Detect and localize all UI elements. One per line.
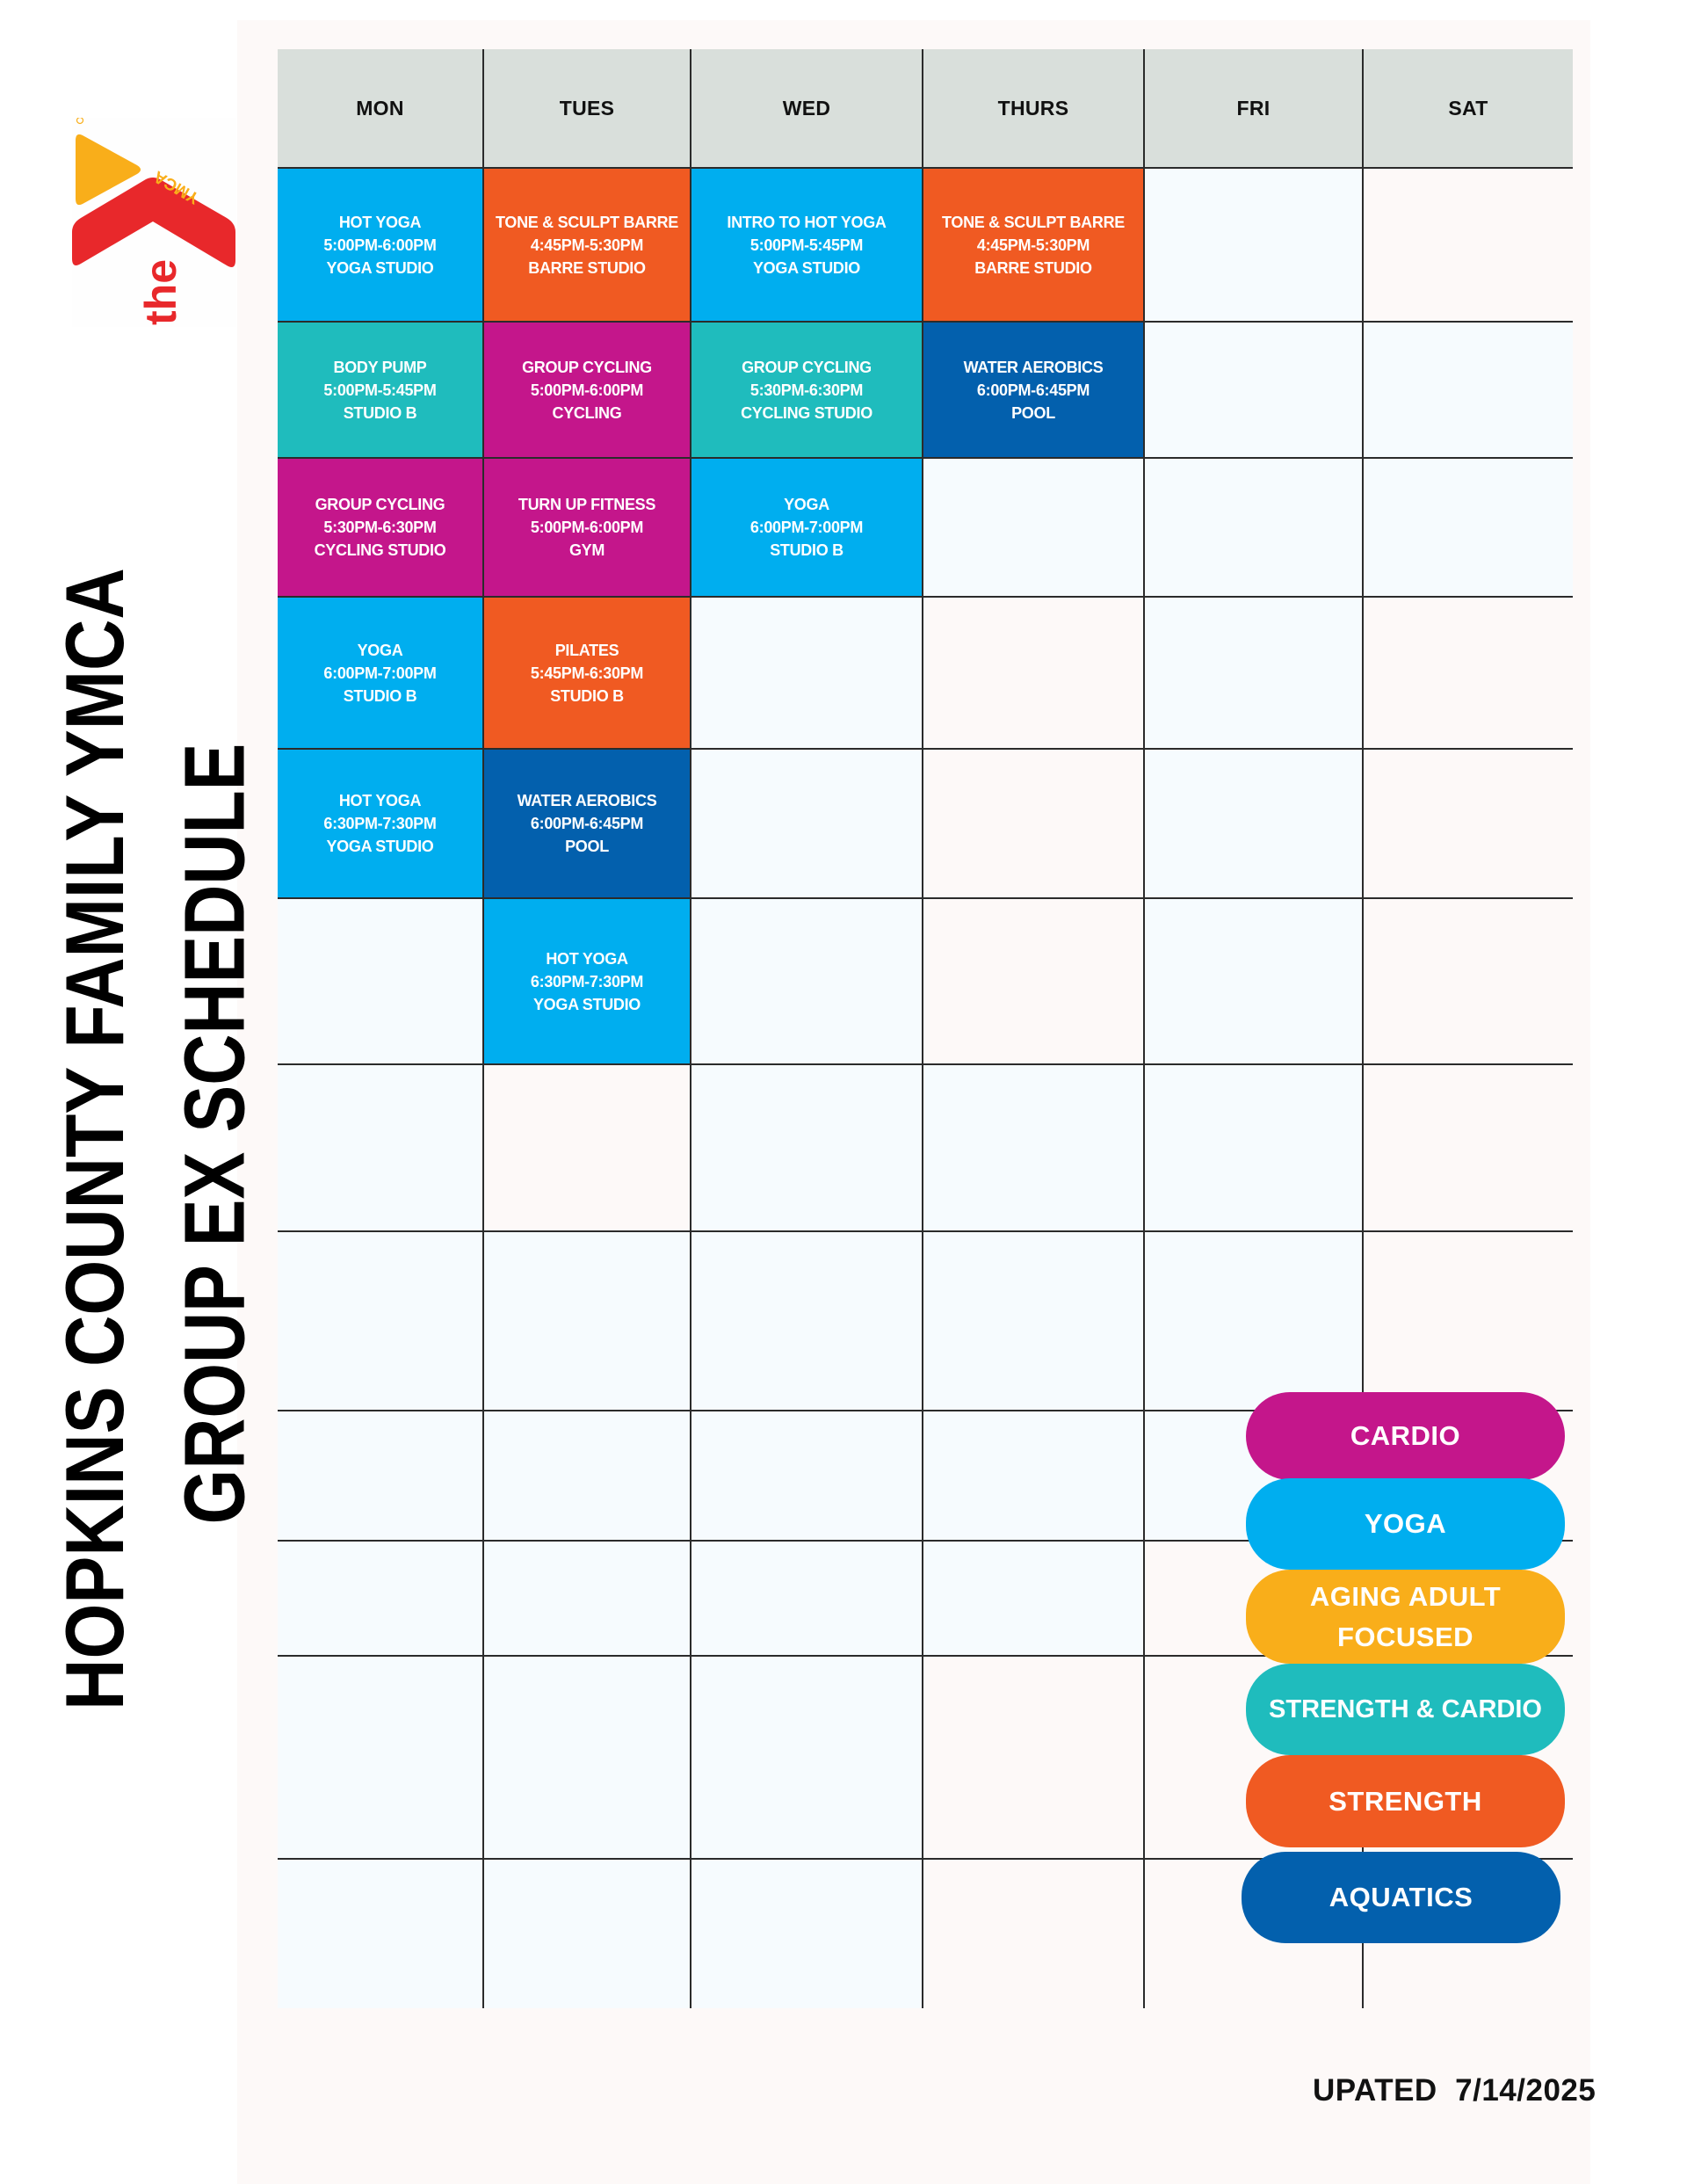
class-time: 6:00PM-7:00PM: [749, 519, 864, 536]
class-details: [323, 211, 436, 279]
class-block: [923, 323, 1145, 459]
logo-ymca-text: YMCA: [150, 166, 203, 207]
ymca-logo-icon: [72, 118, 236, 327]
day-header-fri: [1145, 49, 1364, 169]
day-header-sat: [1364, 49, 1573, 169]
class-name: WATER AEROBICS: [517, 792, 657, 809]
day-header-tues: [484, 49, 691, 169]
class-name: HOT YOGA: [338, 792, 422, 809]
empty-slot: [691, 1232, 923, 1411]
class-location: STUDIO B: [550, 686, 624, 705]
day-header-label: THURS: [997, 96, 1069, 120]
day-header-thurs: [923, 49, 1145, 169]
logo-the-text: the: [136, 259, 185, 325]
empty-slot: [923, 1542, 1145, 1657]
class-details: [518, 493, 655, 562]
class-time: 5:30PM-6:30PM: [749, 381, 864, 399]
empty-slot: [1364, 459, 1573, 598]
class-time: 6:00PM-6:45PM: [976, 381, 1090, 399]
class-location: YOGA STUDIO: [326, 258, 434, 277]
class-block: [484, 750, 691, 899]
class-block: [923, 169, 1145, 323]
legend-aquatics: [1242, 1852, 1560, 1943]
class-details: [518, 789, 657, 858]
legend-cardio-label: CARDIO: [1350, 1420, 1461, 1451]
class-block: [484, 459, 691, 598]
class-name: WATER AEROBICS: [963, 358, 1104, 376]
class-details: [496, 211, 678, 279]
class-time: 4:45PM-5:30PM: [976, 236, 1090, 254]
empty-slot: [1364, 899, 1573, 1065]
class-details: [323, 356, 436, 424]
title-schedule: GROUP EX SCHEDULE: [166, 743, 263, 1525]
class-time: 6:30PM-7:30PM: [530, 972, 644, 990]
empty-slot: [923, 1065, 1145, 1232]
class-time: 6:00PM-6:45PM: [530, 815, 644, 832]
empty-slot: [1364, 598, 1573, 750]
legend-strength-cardio-label: STRENGTH & CARDIO: [1269, 1695, 1542, 1723]
empty-slot: [484, 1232, 691, 1411]
day-header-label: WED: [782, 96, 831, 120]
empty-slot: [278, 1232, 484, 1411]
empty-slot: [691, 899, 923, 1065]
class-details: [964, 356, 1104, 424]
class-time: 5:00PM-6:00PM: [530, 381, 644, 399]
legend-cardio: [1246, 1392, 1565, 1480]
empty-slot: [923, 1232, 1145, 1411]
class-details: [741, 356, 872, 424]
empty-slot: [923, 1411, 1145, 1542]
class-location: GYM: [568, 541, 605, 559]
class-details: [727, 211, 886, 279]
class-time: 5:00PM-6:00PM: [323, 236, 437, 254]
empty-slot: [278, 1065, 484, 1232]
class-name: TONE & SCULPT BARRE: [942, 213, 1125, 231]
class-details: [531, 947, 643, 1016]
class-name: GROUP CYCLING: [522, 358, 652, 376]
class-name: GROUP CYCLING: [315, 496, 445, 513]
legend-strength-label: STRENGTH: [1329, 1785, 1482, 1817]
class-name: GROUP CYCLING: [742, 358, 872, 376]
empty-slot: [1145, 598, 1364, 750]
empty-slot: [691, 750, 923, 899]
class-name: TURN UP FITNESS: [518, 496, 656, 513]
class-block: [691, 323, 923, 459]
updated-stamp: [1313, 2073, 1596, 2108]
class-location: STUDIO B: [770, 541, 844, 559]
class-location: YOGA STUDIO: [326, 838, 434, 855]
day-header-label: TUES: [559, 96, 615, 120]
class-name: PILATES: [554, 641, 619, 659]
class-details: [323, 789, 436, 858]
class-time: 5:30PM-6:30PM: [323, 519, 437, 536]
empty-slot: [278, 1542, 484, 1657]
legend-strength: [1246, 1755, 1565, 1847]
empty-slot: [923, 899, 1145, 1065]
class-name: YOGA: [784, 496, 829, 513]
updated-date: 7/14/2025: [1455, 2073, 1596, 2108]
legend-yoga-label: YOGA: [1364, 1508, 1447, 1539]
class-time: 4:45PM-5:30PM: [530, 236, 644, 254]
empty-slot: [923, 750, 1145, 899]
class-location: CYCLING STUDIO: [741, 403, 872, 422]
class-block: [278, 750, 484, 899]
empty-slot: [1145, 459, 1364, 598]
empty-slot: [691, 1860, 923, 2008]
empty-slot: [691, 1657, 923, 1860]
empty-slot: [923, 1860, 1145, 2008]
empty-slot: [691, 1542, 923, 1657]
class-location: STUDIO B: [343, 686, 417, 705]
empty-slot: [484, 1065, 691, 1232]
legend-aging-label-line1: AGING ADULT: [1309, 1580, 1502, 1612]
empty-slot: [278, 1860, 484, 2008]
class-name: YOGA: [357, 641, 403, 659]
legend-strength-cardio: [1246, 1664, 1565, 1755]
empty-slot: [1145, 899, 1364, 1065]
class-block: [691, 169, 923, 323]
class-details: [522, 356, 652, 424]
ymca-logo: [72, 118, 236, 327]
empty-slot: [691, 598, 923, 750]
empty-slot: [923, 1657, 1145, 1860]
class-location: STUDIO B: [343, 403, 417, 422]
class-location: CYCLING STUDIO: [314, 541, 446, 559]
day-header-wed: [691, 49, 923, 169]
legend-aging-label-line2: FOCUSED: [1336, 1621, 1474, 1652]
empty-slot: [278, 1411, 484, 1542]
day-header-label: SAT: [1448, 96, 1488, 120]
empty-slot: [1145, 750, 1364, 899]
class-name: INTRO TO HOT YOGA: [727, 213, 887, 231]
updated-label: UPATED: [1313, 2073, 1437, 2108]
empty-slot: [1364, 750, 1573, 899]
class-block: [484, 323, 691, 459]
legend-yoga: [1246, 1478, 1565, 1570]
class-details: [531, 639, 643, 707]
class-block: [484, 598, 691, 750]
class-time: 5:00PM-6:00PM: [530, 519, 644, 536]
class-details: [942, 211, 1125, 279]
legend-aging-adult-focused: [1246, 1570, 1565, 1664]
class-details: [315, 493, 446, 562]
empty-slot: [923, 459, 1145, 598]
class-location: BARRE STUDIO: [974, 258, 1092, 277]
empty-slot: [1364, 1232, 1573, 1411]
empty-slot: [691, 1065, 923, 1232]
class-block: [484, 899, 691, 1065]
class-block: [278, 459, 484, 598]
empty-slot: [1145, 169, 1364, 323]
empty-slot: [1145, 1232, 1364, 1411]
empty-slot: [1364, 323, 1573, 459]
empty-slot: [1364, 1065, 1573, 1232]
class-block: [278, 169, 484, 323]
day-header-mon: [278, 49, 484, 169]
class-time: 5:00PM-5:45PM: [749, 236, 864, 254]
class-location: BARRE STUDIO: [528, 258, 646, 277]
empty-slot: [278, 899, 484, 1065]
day-header-label: FRI: [1236, 96, 1271, 120]
class-block: [278, 323, 484, 459]
day-header-label: MON: [356, 96, 404, 120]
empty-slot: [1145, 323, 1364, 459]
class-location: YOGA STUDIO: [752, 258, 861, 277]
class-time: 6:30PM-7:30PM: [323, 815, 437, 832]
class-name: TONE & SCULPT BARRE: [496, 213, 678, 231]
class-location: CYCLING: [552, 403, 622, 422]
empty-slot: [1145, 1065, 1364, 1232]
class-location: POOL: [565, 838, 609, 855]
empty-slot: [923, 598, 1145, 750]
title-organization: HOPKINS COUNTY FAMILY YMCA: [48, 568, 141, 1710]
class-time: 5:00PM-5:45PM: [323, 381, 437, 399]
class-name: BODY PUMP: [333, 358, 427, 376]
empty-slot: [1364, 169, 1573, 323]
class-name: HOT YOGA: [546, 949, 628, 968]
class-name: HOT YOGA: [338, 213, 422, 231]
class-details: [323, 639, 436, 707]
class-location: POOL: [1011, 403, 1055, 422]
class-block: [278, 598, 484, 750]
empty-slot: [484, 1860, 691, 2008]
class-details: [750, 493, 863, 562]
empty-slot: [484, 1657, 691, 1860]
empty-slot: [691, 1411, 923, 1542]
empty-slot: [484, 1542, 691, 1657]
class-time: 6:00PM-7:00PM: [323, 664, 437, 682]
class-location: YOGA STUDIO: [532, 995, 641, 1013]
class-block: [691, 459, 923, 598]
class-time: 5:45PM-6:30PM: [530, 664, 644, 682]
legend-aquatics-label: AQUATICS: [1329, 1882, 1473, 1912]
class-block: [484, 169, 691, 323]
empty-slot: [484, 1411, 691, 1542]
empty-slot: [278, 1657, 484, 1860]
